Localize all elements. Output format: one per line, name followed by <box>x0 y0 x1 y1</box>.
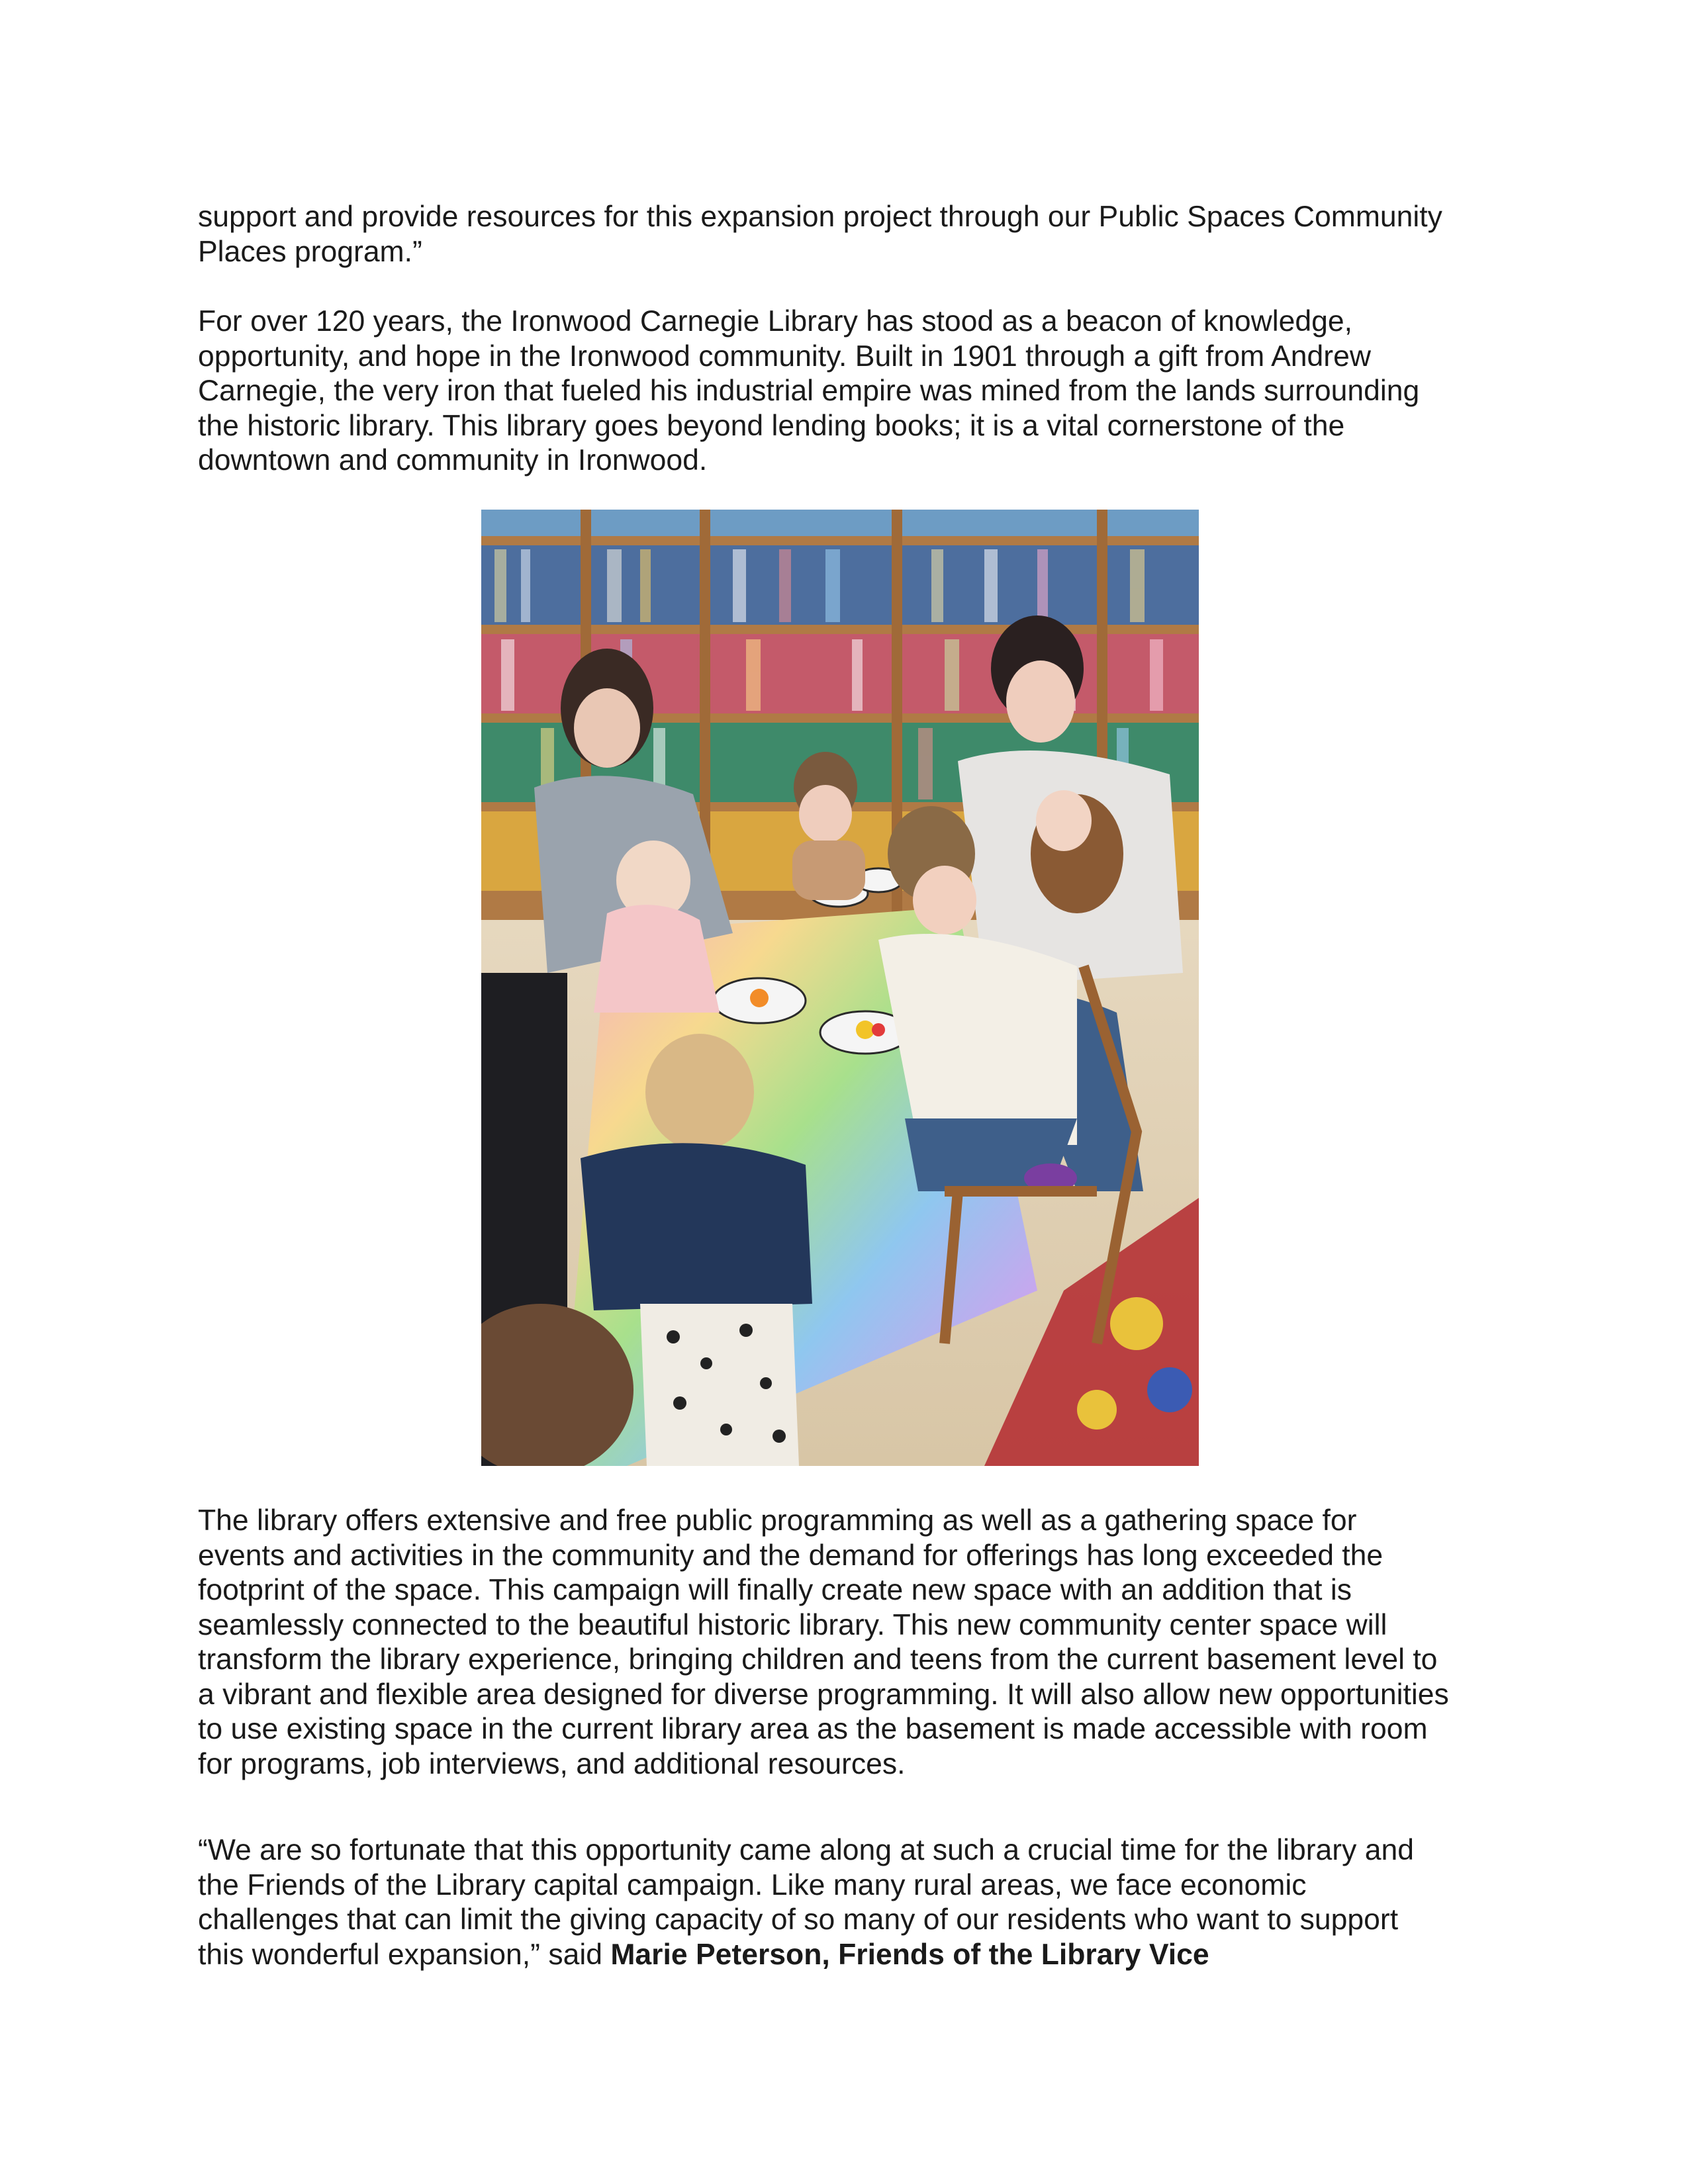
text-line: opportunity, and hope in the Ironwood community. Built in 1901 through a gift from Andrew <box>198 340 1371 373</box>
text-line: “We are so fortunate that this opportunity came along at such a crucial time for the library and <box>198 1834 1414 1866</box>
text-line: support and provide resources for this expansion project through our Public Spaces Community <box>198 201 1442 233</box>
paragraph-history <box>198 304 1495 478</box>
photo-illustration <box>481 510 1199 1466</box>
text-line: footprint of the space. This campaign will finally create new space with an addition that is <box>198 1574 1352 1606</box>
speaker-name: Marie Peterson, Friends of the Library Vice <box>610 1938 1209 1971</box>
paragraph-quote-peterson <box>198 1833 1495 1972</box>
text-line <box>198 1938 1495 1973</box>
text-line: challenges that can limit the giving capacity of so many of our residents who want to support <box>198 1903 1399 1936</box>
text-line: events and activities in the community and the demand for offerings has long exceeded the <box>198 1539 1383 1572</box>
library-programming-photo <box>481 510 1199 1466</box>
text-line: the Friends of the Library capital campaign. Like many rural areas, we face economic <box>198 1868 1307 1901</box>
text-line: the historic library. This library goes beyond lending books; it is a vital cornerstone of the <box>198 409 1345 442</box>
text-line: The library offers extensive and free public programming as well as a gathering space for <box>198 1504 1357 1537</box>
text-line: to use existing space in the current library area as the basement is made accessible with room <box>198 1713 1428 1745</box>
text-line: downtown and community in Ironwood. <box>198 444 708 477</box>
text-line: a vibrant and flexible area designed for diverse programming. It will also allow new opportunities <box>198 1678 1449 1711</box>
text-line: for programs, job interviews, and additional resources. <box>198 1747 906 1780</box>
text-plain: this wonderful expansion,” said <box>198 1938 611 1971</box>
text-line: transform the library experience, bringing children and teens from the current basement level to <box>198 1643 1438 1676</box>
text-line: Carnegie, the very iron that fueled his industrial empire was mined from the lands surrounding <box>198 375 1420 407</box>
text-line: Places program.” <box>198 235 422 268</box>
text-line: For over 120 years, the Ironwood Carnegie Library has stood as a beacon of knowledge, <box>198 305 1352 338</box>
paragraph-programming <box>198 1504 1495 1782</box>
paragraph-quote-end <box>198 200 1495 269</box>
text-line: seamlessly connected to the beautiful historic library. This new community center space will <box>198 1608 1387 1641</box>
